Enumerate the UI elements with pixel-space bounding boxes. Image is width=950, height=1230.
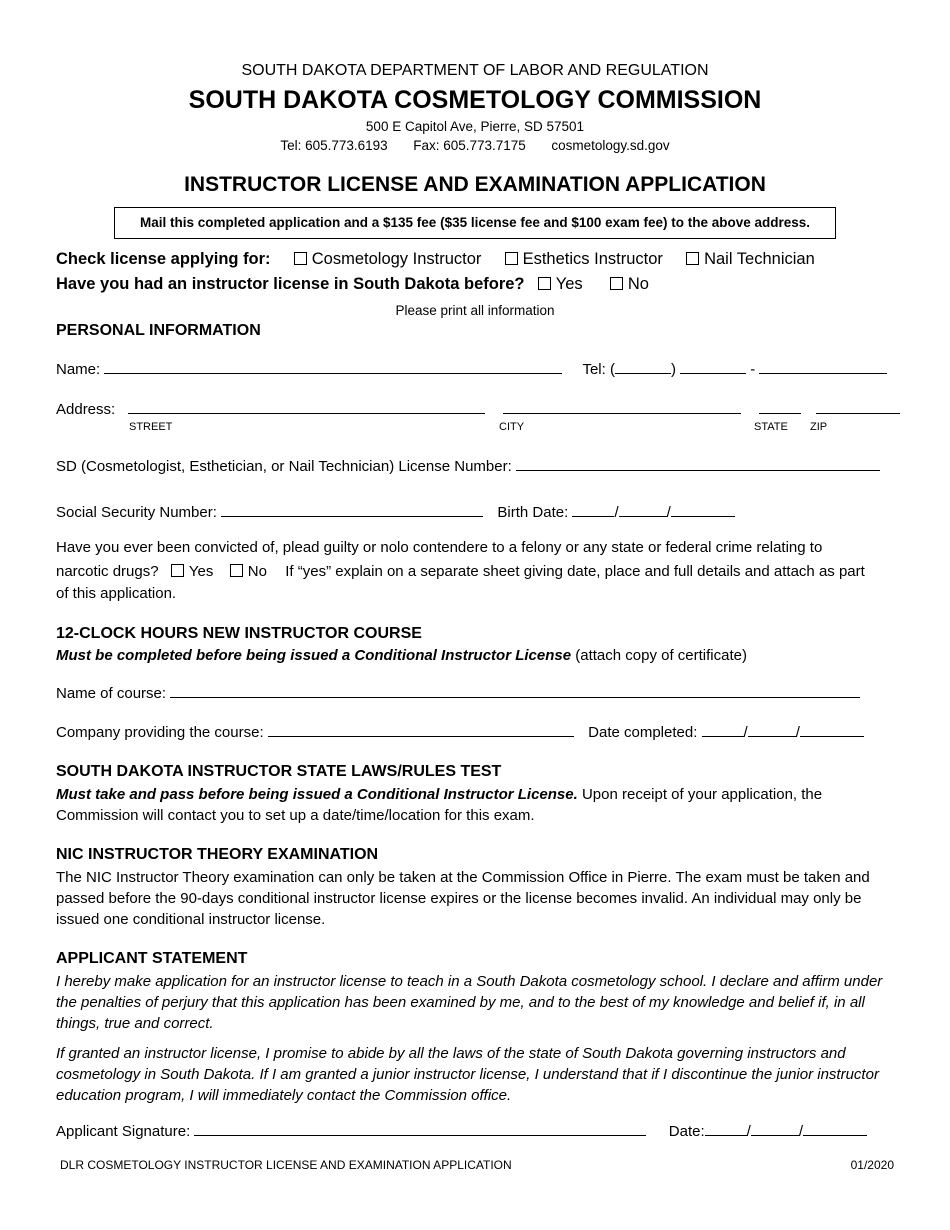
nic-heading: NIC INSTRUCTOR THEORY EXAMINATION <box>56 846 379 863</box>
tel: Tel: 605.773.6193 <box>280 138 388 153</box>
conviction-yes-checkbox[interactable] <box>171 564 184 577</box>
course-company-row <box>56 722 864 741</box>
license-number-field[interactable] <box>516 456 880 471</box>
commission-address: 500 E Capitol Ave, Pierre, SD 57501 <box>365 119 585 134</box>
conviction-yes: Yes <box>188 563 214 580</box>
street-caption: STREET <box>129 421 173 433</box>
state-test-bold: Must take and pass before being issued a Conditional Instructor License. <box>56 786 578 803</box>
print-note: Please print all information <box>395 303 555 318</box>
birth-label: Birth Date: <box>497 504 569 521</box>
signature-year-field[interactable] <box>803 1121 867 1136</box>
footer-date: 01/2020 <box>850 1158 894 1172</box>
license-check-row <box>56 250 815 269</box>
prior-license-yes-checkbox[interactable] <box>538 277 551 290</box>
prior-no: No <box>627 275 649 293</box>
course-date-label: Date completed: <box>588 724 698 741</box>
city-caption: CITY <box>499 421 525 433</box>
name-field[interactable] <box>104 359 562 374</box>
company-label: Company providing the course: <box>56 724 264 741</box>
slash: / <box>743 724 748 741</box>
birth-year-field[interactable] <box>671 502 735 517</box>
state-test-text <box>56 784 896 826</box>
conviction-narcotic: narcotic drugs? <box>56 563 159 580</box>
ssn-label: Social Security Number: <box>56 504 217 521</box>
course-month-field[interactable] <box>702 722 744 737</box>
statement-para-1: I hereby make application for an instructor license to teach in a South Dakota cosmetology school. I declare and affirm under the penalties of perjury that this application has been examined by me, and to the best of my knowledge and belief if, in all things, true and correct. <box>56 973 883 1032</box>
prior-yes: Yes <box>555 275 583 293</box>
contact-line <box>0 138 950 153</box>
mail-notice-box: Mail this completed application and a $135 fee ($35 license fee and $100 exam fee) to the above address. <box>114 207 836 239</box>
ssn-row <box>56 502 735 521</box>
tel-close: ) <box>670 361 676 378</box>
conviction-no: No <box>247 563 267 580</box>
city-field[interactable] <box>503 399 741 414</box>
license-number-label: SD (Cosmetologist, Esthetician, or Nail Technician) License Number: <box>56 458 512 475</box>
personal-heading: PERSONAL INFORMATION <box>56 322 261 339</box>
conviction-line-1: Have you ever been convicted of, plead guilty or nolo contendere to a felony or any state or federal crime relating to <box>56 539 823 556</box>
course-year-field[interactable] <box>800 722 864 737</box>
conviction-line-2 <box>56 563 865 580</box>
course-name-field[interactable] <box>170 683 860 698</box>
option-nail: Nail Technician <box>704 250 815 268</box>
tel-area-field[interactable] <box>615 359 671 374</box>
option-cosmetology: Cosmetology Instructor <box>311 250 482 268</box>
conviction-no-checkbox[interactable] <box>230 564 243 577</box>
statement-para-2: If granted an instructor license, I promise to abide by all the laws of the state of South Dakota governing instructors and cosmetology in South Dakota. If I am granted a junior instructor license, I understand that if I discontinue the junior instructor education program, I will immediately contact the Commission office. <box>56 1045 879 1104</box>
conviction-explain: If “yes” explain on a separate sheet giving date, place and full details and attach as part <box>285 563 865 580</box>
tel-dash: - <box>750 361 756 378</box>
name-label: Name: <box>56 361 101 378</box>
ssn-field[interactable] <box>221 502 483 517</box>
website: cosmetology.sd.gov <box>551 138 670 153</box>
state-field[interactable] <box>759 399 801 414</box>
cosmetology-instructor-checkbox[interactable] <box>294 252 307 265</box>
tel-prefix-field[interactable] <box>680 359 746 374</box>
nail-technician-checkbox[interactable] <box>686 252 699 265</box>
street-field[interactable] <box>128 399 485 414</box>
slash: / <box>746 1123 751 1140</box>
conviction-line-3: of this application. <box>56 585 177 602</box>
option-esthetics: Esthetics Instructor <box>522 250 663 268</box>
course-heading: 12-CLOCK HOURS NEW INSTRUCTOR COURSE <box>56 625 422 642</box>
footer-title: DLR COSMETOLOGY INSTRUCTOR LICENSE AND EXAMINATION APPLICATION <box>60 1158 512 1172</box>
birth-month-field[interactable] <box>572 502 614 517</box>
commission-name: SOUTH DAKOTA COSMETOLOGY COMMISSION <box>188 86 762 114</box>
birth-day-field[interactable] <box>619 502 667 517</box>
form-title: INSTRUCTOR LICENSE AND EXAMINATION APPLICATION <box>184 173 766 196</box>
statement-heading: APPLICANT STATEMENT <box>56 950 248 967</box>
slash: / <box>666 504 671 521</box>
zip-caption: ZIP <box>810 421 828 433</box>
nic-text: The NIC Instructor Theory examination can only be taken at the Commission Office in Pierre. The exam must be taken and passed before the 90-days conditional instructor license expires or the license becomes invalid. An individual may only be issued one conditional instructor license. <box>56 869 870 928</box>
prior-license-row <box>56 275 649 294</box>
department-name: SOUTH DAKOTA DEPARTMENT OF LABOR AND REGULATION <box>241 62 709 79</box>
state-caption: STATE <box>754 421 788 433</box>
address-row <box>56 399 900 418</box>
course-requirement-bold: Must be completed before being issued a Conditional Instructor License <box>56 647 572 664</box>
name-row <box>56 359 887 378</box>
prior-license-no-checkbox[interactable] <box>610 277 623 290</box>
tel-label: Tel: ( <box>582 361 615 378</box>
slash: / <box>798 1123 803 1140</box>
signature-field[interactable] <box>194 1121 646 1136</box>
course-name-label: Name of course: <box>56 685 167 702</box>
signature-row <box>56 1121 867 1140</box>
signature-month-field[interactable] <box>705 1121 747 1136</box>
signature-label: Applicant Signature: <box>56 1123 191 1140</box>
license-number-row <box>56 456 880 475</box>
state-test-rest: Upon receipt of your application, the Commission will contact you to set up a date/time/location for this exam. <box>56 786 823 824</box>
zip-field[interactable] <box>816 399 900 414</box>
tel-line-field[interactable] <box>759 359 887 374</box>
signature-date-label: Date: <box>668 1123 705 1140</box>
license-check-label: Check license applying for: <box>56 250 271 268</box>
course-requirement-rest: (attach copy of certificate) <box>575 647 747 664</box>
slash: / <box>614 504 619 521</box>
address-label: Address: <box>56 401 116 418</box>
company-field[interactable] <box>268 722 574 737</box>
course-name-row <box>56 683 860 702</box>
signature-day-field[interactable] <box>751 1121 799 1136</box>
prior-license-label: Have you had an instructor license in South Dakota before? <box>56 275 525 293</box>
course-day-field[interactable] <box>748 722 796 737</box>
fax: Fax: 605.773.7175 <box>413 138 526 153</box>
esthetics-instructor-checkbox[interactable] <box>505 252 518 265</box>
slash: / <box>795 724 800 741</box>
state-test-heading: SOUTH DAKOTA INSTRUCTOR STATE LAWS/RULES TEST <box>56 763 502 780</box>
course-requirement <box>56 647 747 664</box>
